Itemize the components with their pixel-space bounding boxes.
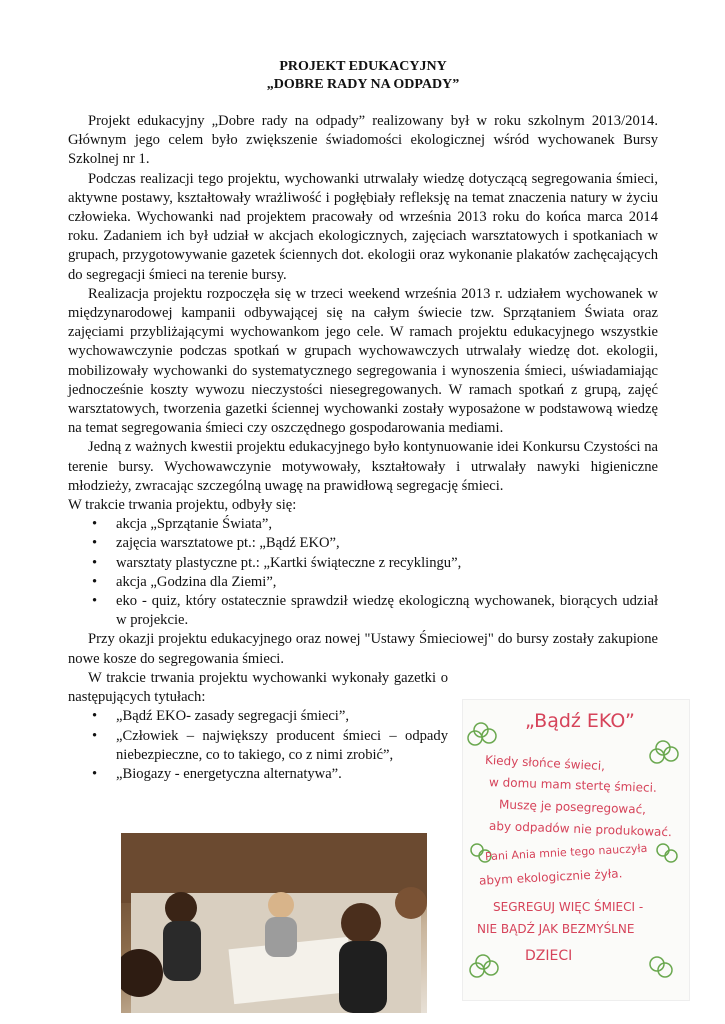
events-list [68, 515, 658, 630]
list-item: • eko - quiz, który ostatecznie sprawdził wiedzę ekologiczną wychowanek, biorących udział w projekcie. [68, 592, 658, 630]
poster-line: Pani Ania mnie tego nauczyła [484, 841, 648, 864]
poster-line: Kiedy słońce świeci, [484, 752, 606, 774]
title-line-1: PROJEKT EDUKACYJNY [279, 59, 447, 74]
list-item: • „Człowiek – największy producent śmieci – odpady niebezpieczne, co to takiego, co z nimi zrobić”, [68, 727, 448, 765]
poster-line: Muszę je posegregować, [498, 797, 647, 817]
list-item: • akcja „Godzina dla Ziemi”, [68, 573, 658, 592]
list-item: • „Biogazy - energetyczna alternatywa”. [68, 765, 448, 784]
poster-line: SEGREGUJ WIĘC ŚMIECI - [493, 900, 644, 914]
poster-line: abym ekologicznie żyła. [478, 866, 623, 888]
gazetki-column [68, 669, 448, 784]
paragraph-cleanliness: Jedną z ważnych kwestii projektu edukacyjnego było kontynuowanie idei Konkursu Czystości na terenie bursy. Wychowawczynie motywowały, kształtowały i utrwalały nawyki higieniczne młodzieży, zwracając szczególną uwagę na prawidłową segregację śmieci. [68, 439, 658, 494]
paragraph-intro: Projekt edukacyjny „Dobre rady na odpady” realizowany był w roku szkolnym 2013/2014. Głównym jego celem było zwiększenie świadomości ekologicznej wśród wychowanek Bursy Szkolnej nr 1. [68, 113, 658, 168]
paragraph-realization: Podczas realizacji tego projektu, wychowanki utrwalały wiedzę dotyczącą segregowania śmieci, aktywne postawy, kształtowały wrażliwość i pogłębiały refleksję na temat znaczenia natury w życiu człowieka. Wychowanki nad projektem pracowały od września 2013 roku do końca marca 2014 roku. Zadaniem ich był udział w akcjach ekologicznych, zajęciach warsztatowych i spotkaniach w grupach, przygotowywanie gazetek ściennych dot. ekologii oraz wykonanie plakatów zachęcających do segregacji śmieci na terenie bursy. [68, 170, 658, 283]
list-item: • warsztaty plastyczne pt.: „Kartki świąteczne z recyklingu”, [68, 554, 658, 573]
poster-line: w domu mam stertę śmieci. [488, 775, 658, 795]
title-line-2: „DOBRE RADY NA ODPADY” [266, 77, 460, 92]
poster-line: aby odpadów nie produkować. [488, 818, 673, 840]
poster-line: NIE BĄDŹ JAK BEZMYŚLNE [477, 922, 635, 936]
list-item: • akcja „Sprzątanie Świata”, [68, 515, 658, 534]
document-title [68, 58, 658, 94]
document-body [68, 112, 658, 784]
list-item: • „Bądź EKO- zasady segregacji śmieci”, [68, 707, 448, 726]
paragraph-events-intro: W trakcie trwania projektu, odbyły się: [68, 497, 297, 514]
workshop-photo-illustration [121, 833, 427, 1013]
paragraph-gazetki-intro: W trakcie trwania projektu wychowanki wykonały gazetki o następujących tytułach: [68, 669, 448, 706]
poster-title: „Bądź EKO” [525, 710, 635, 732]
poster-line: DZIECI [525, 948, 573, 964]
gazetki-list [68, 707, 448, 784]
paragraph-bins: Przy okazji projektu edukacyjnego oraz nowej "Ustawy Śmieciowej" do bursy zostały zakupione nowe kosze do segregowania śmieci. [68, 631, 658, 667]
paragraph-start: Realizacja projektu rozpoczęła się w trzeci weekend września 2013 r. udziałem wychowanek w międzynarodowej kampanii odbywającej się na całym świecie tzw. Sprzątaniem Świata oraz zajęciami przybliżającymi wychowankom jego cele. W ramach projektu edukacyjnego wszystkie wychowawczynie podczas spotkań w grupach wychowawczych utrwalały wiedzę dot. ekologii, mobilizowały wychowanki do systematycznego segregowania i wynoszenia śmieci, uświadamiając jednocześnie koszty wywozu nieczystości niesegregowanych. W ramach spotkań z grupą, zajęć warsztatowych, tworzenia gazetki ściennej wychowanki zostały wyposażone w podstawową wiedzę na temat segregowania śmieci czy oszczędnego gospodarowania mediami. [68, 285, 658, 437]
workshop-photo [121, 833, 427, 1013]
poster-photo [462, 699, 690, 1001]
document-page [68, 58, 658, 784]
list-item: • zajęcia warsztatowe pt.: „Bądź EKO”, [68, 534, 658, 553]
